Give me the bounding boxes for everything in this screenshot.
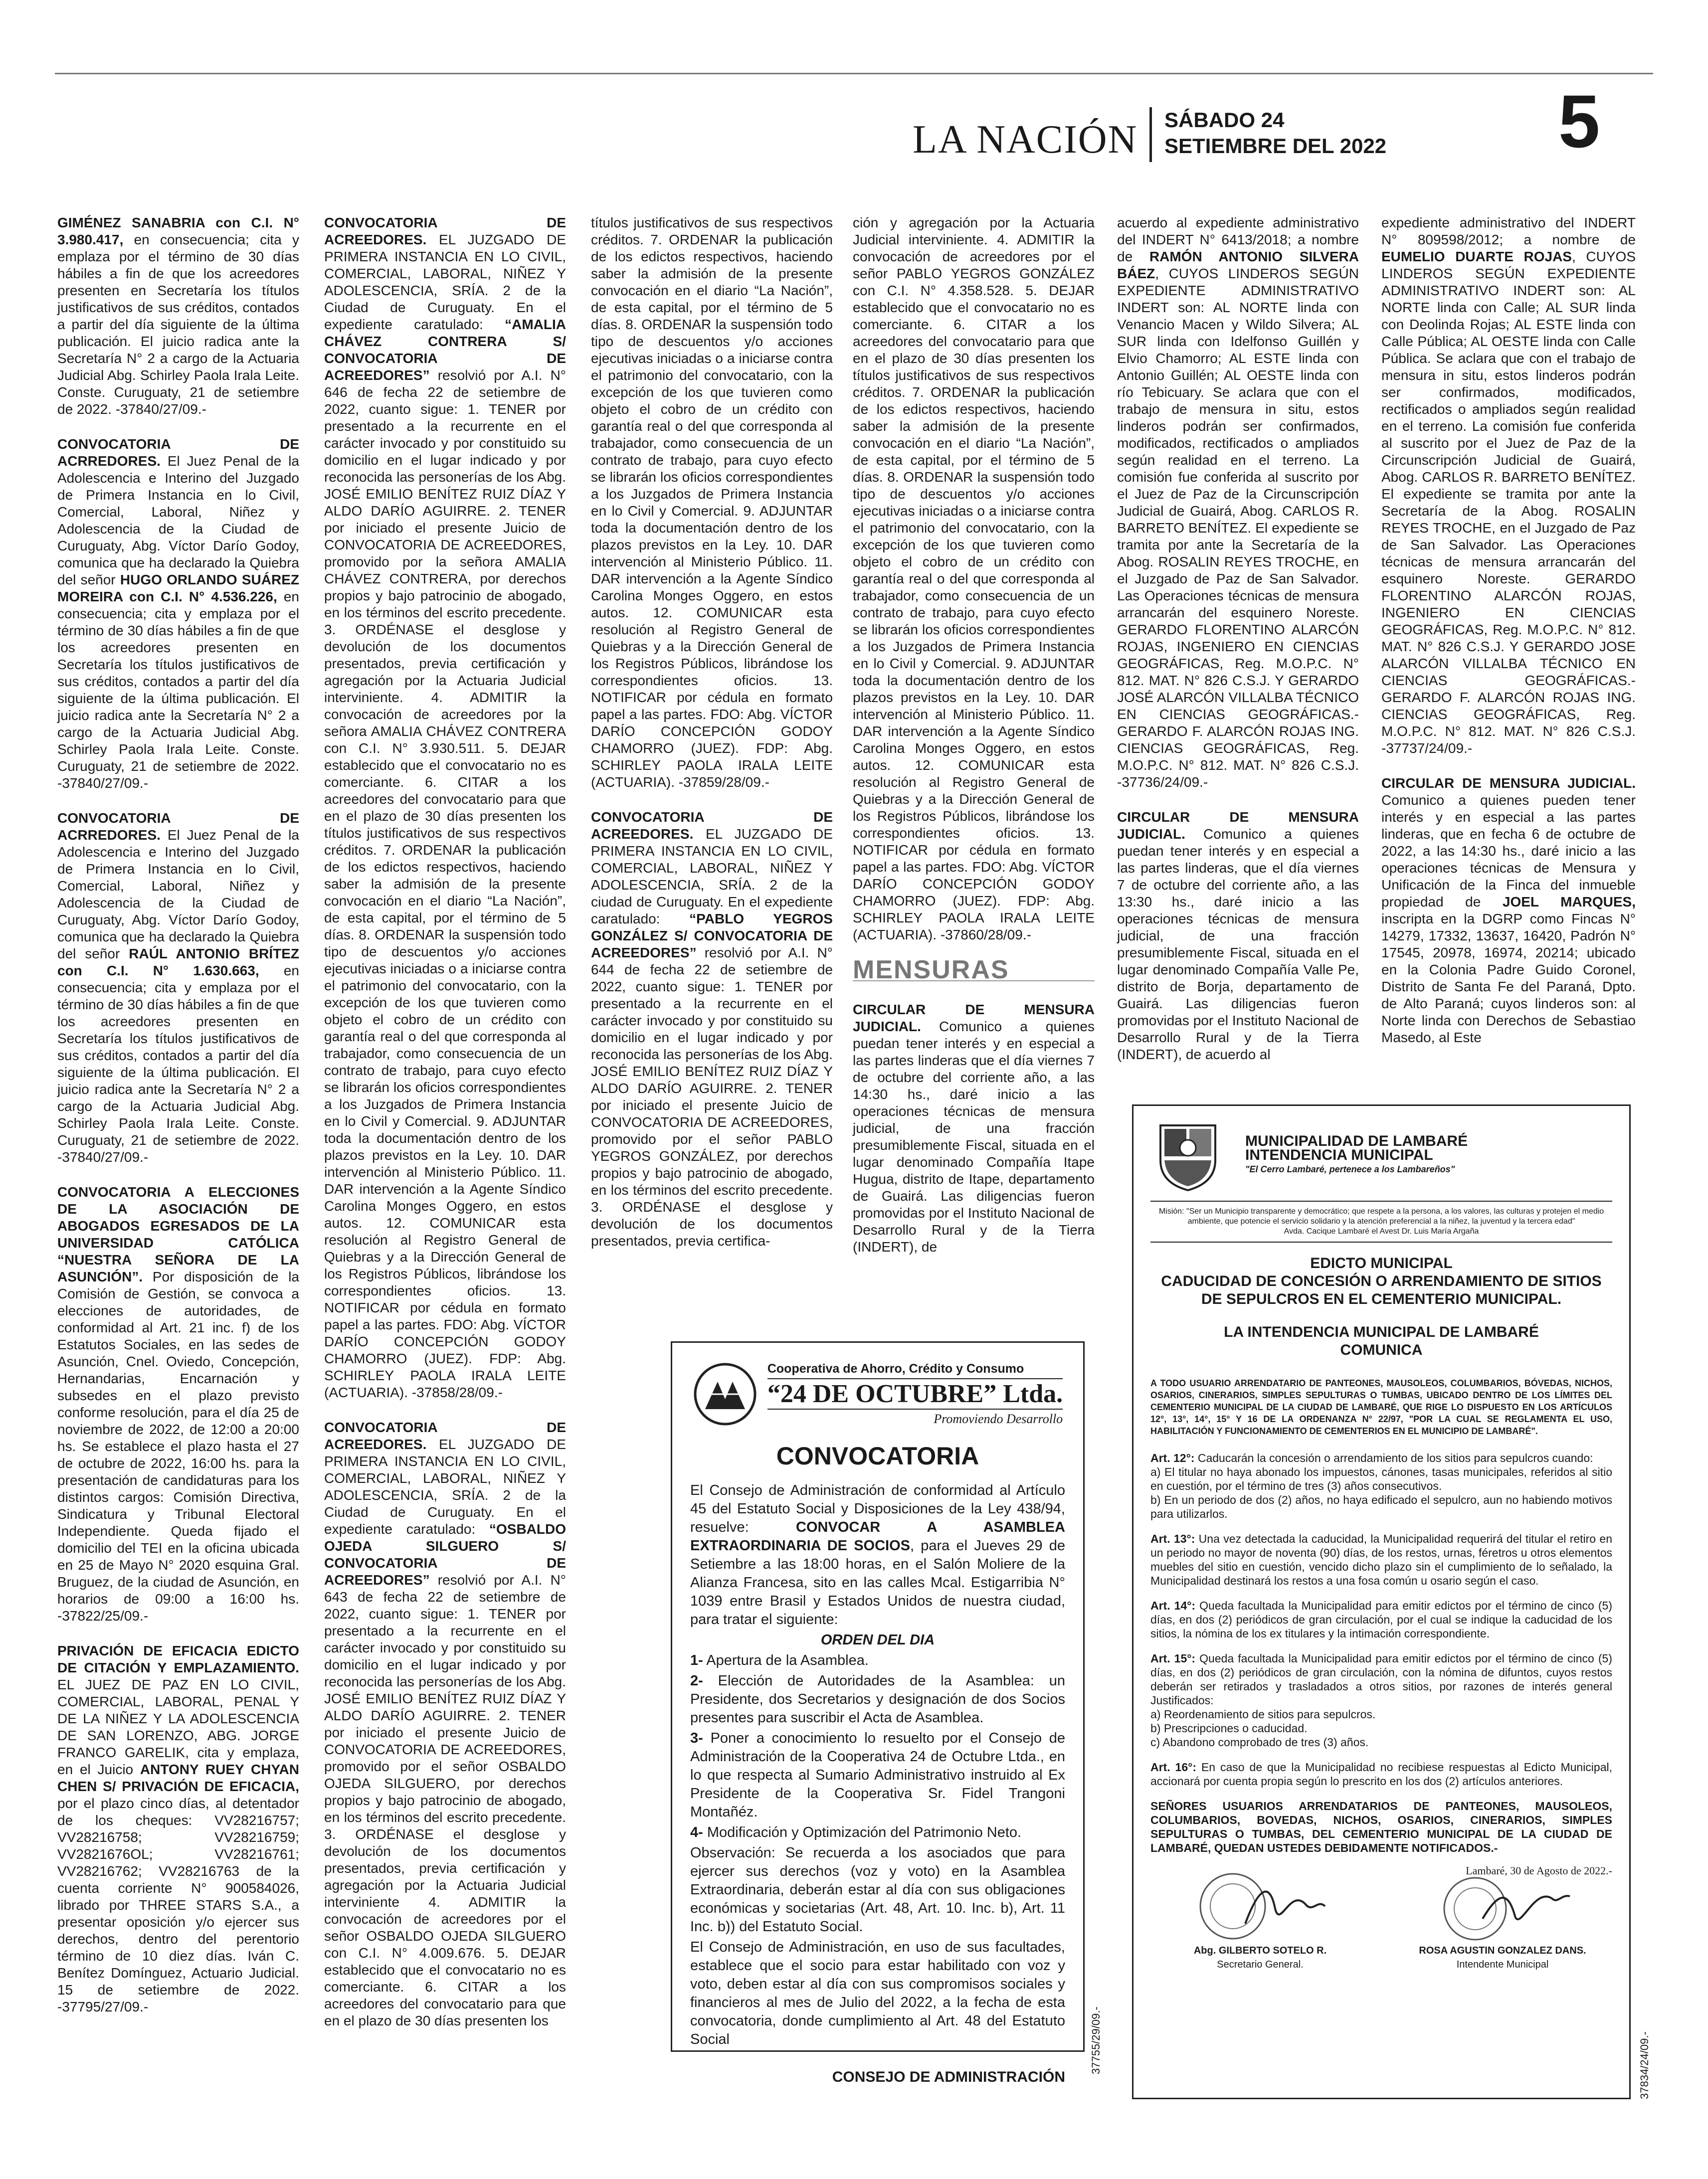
notice-ref: -37840/27/09.- bbox=[115, 401, 206, 417]
agenda-text: Apertura de la Asamblea. bbox=[703, 1652, 869, 1668]
notice-text: en consecuencia; cita y emplaza por el término de 30 días hábiles a fin de que los acreedores presenten en Secretaría los títulos justificativos de sus créditos, contados a partir del día siguiente de la última publicación. El juicio radica ante la Secretaría N° 2 a cargo de la Actuaria Judicial Abg. Schirley Paola Irala Leite. Conste. Curuguaty, 21 de setiembre de 2022. bbox=[57, 232, 299, 417]
agenda-text: Elección de Autoridades de la Asamblea: un Presidente, dos Secretarios y designación de dos Socios presentes para suscribir el Acta de Asamblea. bbox=[690, 1673, 1065, 1726]
article-text: Queda facultada la Municipalidad para emitir edictos por el término de cinco (5) días, en dos (2) periódicos de gran circulación, con la nómina de difuntos, cuyos restos deberán ser retirados y trasladados a otros sitios, por razones de interés general Justificados: a) Reordenamiento de sitios para sepulcros. b) Prescripciones o caducidad. c) Abandono comprobado de tres (3) años. bbox=[1150, 1652, 1612, 1749]
edict-article bbox=[1150, 1651, 1612, 1749]
notice-heading: CONVOCATORIA DE ACREEDORES. bbox=[324, 215, 566, 247]
agenda-number: 1- bbox=[690, 1652, 703, 1668]
edict-title-line: EDICTO MUNICIPAL bbox=[1310, 1255, 1453, 1271]
column-4 bbox=[853, 214, 1095, 1273]
notice-ref: -37737/24/09.- bbox=[1381, 740, 1473, 756]
signature-secretary bbox=[1150, 1869, 1370, 1972]
municipality-crest-icon bbox=[1150, 1118, 1225, 1193]
column-6 bbox=[1381, 214, 1636, 1064]
column-3 bbox=[591, 214, 833, 1268]
notice-text: por el plazo cinco días, al detentador de los cheques: VV28216757; VV28216758; VV28216759; VV2821676OL; VV28216761; VV28216762; VV2821676​3 de la cuenta corriente N° 900584026, librado por THREE STARS S.A., a presentar oposición y/o ejercer sus derechos, dentro del perentorio término de 10 diez días. Iván C. Benítez Domínguez, Actuario Judicial. 15 de setiembre de 2022. bbox=[57, 1796, 299, 1997]
edict-signatures bbox=[1150, 1864, 1612, 1972]
notice-ref: -37840/27/09.- bbox=[57, 1149, 149, 1165]
masthead-day: SÁBADO 24 bbox=[1164, 108, 1285, 132]
edict-final-notice: SEÑORES USUARIOS ARRENDATARIOS DE PANTEONES, MAUSOLEOS, COLUMBARIOS, BOVEDAS, NICHOS, OSARIOS, CINERARIOS, SIMPLES SEPULTURAS O TUMBAS, DEL CEMENTERIO MUNICIPAL DE LA CIUDAD DE LAMBARÉ, QUEDAN USTEDES DEBIDAMENTE NOTIFICADOS.- bbox=[1150, 1800, 1612, 1854]
article-label: Art. 15°: bbox=[1150, 1652, 1196, 1665]
article-label: Art. 13°: bbox=[1150, 1532, 1195, 1545]
cooperative-logo bbox=[690, 1362, 1065, 1427]
notice-text: , CUYOS LINDEROS SEGÚN EXPEDIENTE ADMINISTRATIVO INDERT son: AL NORTE linda con Venancio Macen y Wildo Silvera; AL SUR linda con Idelfonso Guillén y Elvio Chamorro; AL ESTE linda con Antonio Guillén; AL OESTE linda con río Tebicuary. Se aclara que con el trabajo de mensura in situ, estos linderos podrán ser confirmados, modificados, rectificados o ampliados según realidad en el terreno. La comisión fue conferida al suscrito por el Juez de Paz de la Circunscripción Judicial de Guairá, Abog. CARLOS R. BARRETO BENÍTEZ. El expediente se tramita por ante la Secretaría de la Abog. ROSALIN REYES TROCHE, en el Juzgado de Paz de San Salvador. Las Operaciones técnicas de mensura arrancarán del esquinero Noreste. GERARDO FLORENTINO ALARCÓN ROJAS, INGENIERO EN CIENCIAS GEOGRÁFICAS, Reg. M.O.P.C. N° 812. MAT. N° 826 C.S.J. Y GERARDO JOSÉ ALARCÓN VILLALBA TÉCNICO EN CIENCIAS GEOGRÁFICAS.- GERARDO F. ALARCÓN ROJAS ING. CIENCIAS GEOGRÁFICAS, Reg. M.O.P.C. N° 812. MAT. N° 826 C.S.J. bbox=[1117, 266, 1359, 773]
notice-text: El Juez Penal de la Adolescencia e Interino del Juzgado de Primera Instancia en lo Civil, Comercial, Laboral, Niñez y Adolescencia de la Ciudad de Curuguaty, Abg. Víctor Darío Godoy, comunica que ha declarado la Quiebra del señor bbox=[57, 453, 299, 587]
seal-and-signature-icon bbox=[1428, 1869, 1577, 1944]
agenda-item bbox=[690, 1823, 1065, 1842]
edict-issuer bbox=[1150, 1323, 1612, 1359]
agenda-item bbox=[690, 1672, 1065, 1727]
column-1 bbox=[57, 214, 299, 2033]
article-label: Art. 14°: bbox=[1150, 1599, 1196, 1612]
notice bbox=[1117, 214, 1359, 791]
article-text: Caducarán la concesión o arrendamiento de los sitios para sepulcros cuando: a) El titular no haya abonado los impuestos, cánones, tasas municipales, referidos al sitio en cuestión, por el término de tres (3) años consecutivos. b) En un periodo de dos (2) años, no haya edificado el sepulcro, aun no habiendo motivos para utilizarlos. bbox=[1150, 1452, 1612, 1520]
edict-article bbox=[1150, 1599, 1612, 1640]
top-rule bbox=[55, 73, 1653, 74]
edict-issuer-line: LA INTENDENCIA MUNICIPAL DE LAMBARÉ bbox=[1224, 1324, 1539, 1340]
notice-text: en consecuencia; cita y emplaza por el término de 30 días hábiles a fin de que los acreedores presenten en Secretaría los títulos justificativos de sus créditos, contados a partir del día siguiente de la última publicación. El juicio radica ante la Secretaría N° 2 a cargo de la Actuaria Judicial Abg. Schirley Paola Irala Leite. Conste. Curuguaty, 21 de setiembre de 2022. bbox=[57, 963, 299, 1148]
notice bbox=[57, 810, 299, 1166]
agenda-number: 3- bbox=[690, 1730, 703, 1746]
convocatoria-observation: Observación: Se recuerda a los asociados que para ejercer sus derechos (voz y voto) en la Asamblea Extraordinaria, deberán estar al día con sus obligaciones económicas y societarias (Art. 48, Art. 10. Inc. b), Art. 11 Inc. b)) del Estatuto Social. bbox=[690, 1845, 1065, 1935]
article-label: Art. 12°: bbox=[1150, 1452, 1195, 1464]
notice-ref: -37860/28/09.- bbox=[940, 927, 1031, 942]
notice-text: EL JUZGADO DE PRIMERA INSTANCIA EN LO CIVIL, COMERCIAL, LABORAL, NIÑEZ Y ADOLESCENCIA, SRÍA. 2 de la ciudad de Curuguaty. En el expediente caratulado: bbox=[591, 826, 833, 926]
notice-heading: CONVOCATORIA DE ACRREDORES. bbox=[57, 436, 299, 469]
edict-article bbox=[1150, 1451, 1612, 1521]
agenda-text: Modificación y Optimización del Patrimonio Neto. bbox=[703, 1824, 1022, 1840]
secretary-name: Abg. GILBERTO SOTELO R. bbox=[1193, 1945, 1327, 1956]
notice-text: EL JUEZ DE PAZ EN LO CIVIL, COMERCIAL, LABORAL, PENAL Y DE LA NIÑEZ Y LA ADOLESCENCIA DE SAN LORENZO, ABG. JORGE FRANCO GARELIK, cita y emplaza, en el Juicio bbox=[57, 1677, 299, 1777]
notice-ref: -37858/28/09.- bbox=[411, 1385, 503, 1400]
notice-text: resolvió por A.I. N° 643 de fecha 22 de setiembre de 2022, cuanto sigue: 1. TENER por presentado a la recurrente en el carácter invocado y por constituido su domicilio en el lugar indicado y por reconocida las personerías de los Abg. JOSÉ EMILIO BENÍTEZ RUIZ DÍAZ Y ALDO DARÍO AGUIRRE. 2. TENER por iniciado el presente Juicio de CONVOCATORIA DE ACREEDORES, promovido por el señor OSBALDO OJEDA SILGUERO, por derechos propios y bajo patrocinio de abogado, en los términos del escrito precedente. 3. ORDÉNASE el desglose y devolución de los documentos presentados, previa certificación y agregación por la Actuaria Judicial interviniente 4. ADMITIR la convocación de acreedores por el señor OSBALDO OJEDA SILGUERO con C.I. N° 4.009.676. 5. DEJAR establecido que el convocatario no es comerciante. 6. CITAR a los acreedores del convocatario para que en el plazo de 30 días presenten los bbox=[324, 1572, 566, 2028]
notice bbox=[853, 214, 1095, 943]
notice bbox=[1117, 809, 1359, 1063]
notice bbox=[1381, 775, 1636, 1046]
municipality-address: Avda. Cacique Lambaré el Avest Dr. Luis María Argaña bbox=[1284, 1227, 1479, 1236]
cooperative-name: “24 DE OCTUBRE” Ltda. bbox=[767, 1380, 1063, 1408]
convocatoria-signature: CONSEJO DE ADMINISTRACIÓN bbox=[832, 2069, 1065, 2085]
notice-highlight: GIMÉNEZ SANABRIA con C.I. N° 3.980.417, bbox=[57, 215, 299, 247]
convocatoria-body bbox=[690, 1481, 1065, 2049]
notice bbox=[57, 214, 299, 418]
convocatoria-closing: El Consejo de Administración, en uso de sus facultades, establece que el socio para estar habilitado con voz y voto, deben estar al día con sus compromisos sociales y financieros al mes de Julio del 2022, a la fecha de esta convocatoria, donde cumplimiento al Art. 48 del Estatuto Social bbox=[690, 1939, 1065, 2047]
cooperative-emblem-icon bbox=[693, 1362, 758, 1427]
notice-text: resolvió por A.I. N° 644 de fecha 22 de setiembre de 2022, cuanto sigue: 1. TENER por presentado a la recurrente en el carácter invocado y por constituido su domicilio en el lugar indicado y por reconocida las personerías de los Abg. JOSÉ EMILIO BENÍTEZ RUIZ DÍAZ Y ALDO DARÍO AGUIRRE. 2. TENER por iniciado el presente Juicio de CONVOCATORIA DE ACREEDORES, promovido por el señor PABLO YEGROS GONZÁLEZ, por derechos propios y bajo patrocinio de abogado, en los términos del escrito precedente. 3. ORDÉNASE el desglose y devolución de los documentos presentados, previa certifica- bbox=[591, 945, 833, 1249]
notice-ref: -37736/24/09.- bbox=[1117, 774, 1208, 790]
edict-article bbox=[1150, 1532, 1612, 1588]
notice-heading: CONVOCATORIA DE ACREEDORES. bbox=[324, 1420, 566, 1452]
convocatoria-intro bbox=[690, 1481, 1065, 1629]
notice bbox=[591, 214, 833, 791]
notice-ref: -37859/28/09.- bbox=[678, 774, 769, 790]
notice bbox=[57, 1184, 299, 1625]
article-text: Queda facultada la Municipalidad para emitir edictos por el término de cinco (5) días, en dos (2) periódicos de gran circulación, por el cual se indique la caducidad de los sitios, la nómina de los ex titulares y la intimación correspondiente. bbox=[1150, 1599, 1612, 1640]
agenda-item bbox=[690, 1651, 1065, 1670]
mission-text: Misión: "Ser un Municipio transparente y democrático; que respete a la persona, a los valores, las culturas y protejen el medio ambiente, que potencie el servicio solidario y la atención preferencial a la niñez, la juventud y la tercera edad" bbox=[1158, 1207, 1604, 1226]
notice-text: EL JUZGADO DE PRIMERA INSTANCIA EN LO CIVIL, COMERCIAL, LABORAL, NIÑEZ Y ADOLESCENCIA, SRÍA. 2 de la Ciudad de Curuguaty. En el expediente caratulado: bbox=[324, 1437, 566, 1537]
agenda-item bbox=[690, 1729, 1065, 1821]
order-of-day-title: ORDEN DEL DIA bbox=[820, 1632, 935, 1648]
intro-highlight: CONVOCAR A ASAMBLEA EXTRAORDINARIA DE SOCIOS bbox=[690, 1519, 1065, 1554]
notice-text: Comunico a quienes puedan tener interés y en especial a las partes linderas, que el día viernes 7 de octubre del corriente año, a las 13:30 hs., daré inicio a las operaciones técnicas de mensura judicial, de una fracción presumiblemente Fiscal, situada en el lugar denominado Compañía Valle Pe, distrito de Borja, departamento de Guairá. Las diligencias fueron promovidas por el Instituto Nacional de Desarrollo Rural y de la Tierra (INDERT), de acuerdo al bbox=[1117, 826, 1359, 1062]
signature-mayor bbox=[1393, 1864, 1612, 1972]
notice-heading: CONVOCATORIA DE ACRREDORES. bbox=[57, 810, 299, 843]
notice-heading: CONVOCATORIA A ELECCIONES DE LA ASOCIACIÓN DE ABOGADOS EGRESADOS DE LA UNIVERSIDAD CATÓLICA “NUESTRA SEÑORA DE LA ASUNCIÓN”. bbox=[57, 1184, 299, 1284]
newspaper-logo: LA NACIÓN bbox=[913, 118, 1138, 162]
notice-text: inscripta en la DGRP como Fincas N° 14279, 17332, 13637, 16420, Padrón N° 17545, 20978, 16974, 20214; ubicado en la Colonia Padre Guido Coronel, Distrito de Santa Fe del Paraná, Dpto. de Alto Paraná; cuyos linderos son: al Norte linda con Derechos de Sebastiao Masedo, al Este bbox=[1381, 911, 1636, 1045]
agenda-number: 4- bbox=[690, 1824, 703, 1840]
notice bbox=[57, 1642, 299, 2015]
notice-text: , CUYOS LINDEROS SEGÚN EXPEDIENTE ADMINISTRATIVO INDERT son: AL NORTE linda con Calle; AL SUR linda con Deolinda Rojas; AL ESTE linda con Calle Pública; AL OESTE linda con Calle Pública. Se aclara que con el trabajo de mensura in situ, estos linderos podrán ser confirmados, modificados, rectificados o ampliados según realidad en el terreno. La comisión fue conferida al suscrito por el Juez de Paz de la Circunscripción Judicial de Guairá, Abog. CARLOS R. BARRETO BENÍTEZ. El expediente se tramita por ante la Secretaría de la Abog. ROSALIN REYES TROCHE, en el Juzgado de Paz de San Salvador. Las Operaciones técnicas de mensura arrancarán del esquinero Noreste. GERARDO FLORENTINO ALARCÓN ROJAS, INGENIERO EN CIENCIAS GEOGRÁFICAS, Reg. M.O.P.C. N° 812. MAT. N° 826 C.S.J. Y GERARDO JOSE ALARCÓN VILLALBA TÉCNICO EN CIENCIAS GEOGRÁFICAS.- GERARDO F. ALARCÓN ROJAS ING. CIENCIAS GEOGRÁFICAS, Reg. M.O.P.C. N° 812. MAT. N° 826 C.S.J. bbox=[1381, 249, 1636, 739]
cooperative-type: Cooperativa de Ahorro, Crédito y Consumo bbox=[767, 1362, 1063, 1379]
agenda-number: 2- bbox=[690, 1673, 703, 1689]
notice-highlight: RAMÓN ANTONIO SILVERA BÁEZ bbox=[1117, 249, 1359, 281]
masthead-separator bbox=[1149, 107, 1152, 162]
mayor-name: ROSA AGUSTIN GONZALEZ DANS. bbox=[1419, 1945, 1586, 1956]
cooperative-ad-ref: 37755/29/09.- bbox=[1090, 2006, 1102, 2074]
notice-text: títulos justificativos de sus respectivos créditos. 7. ORDENAR la publicación de los edictos respectivos, haciendo saber la admisión de la presente convocación en el diario “La Nación”, de esta capital, por el término de 5 días. 8. ORDENAR la suspensión todo tipo de descuentos y/o acciones ejecutivas iniciadas o a iniciarse contra el patrimonio del convocatario, con la excepción de los que tuvieren como objeto el cobro de un crédito con garantía real o del que corresponda al trabajador, como consecuencia de un contrato de trabajo, para cuyo efecto se librarán los oficios correspondientes a los Juzgados de Primera Instancia en lo Civil y Comercial. 9. ADJUNTAR toda la documentación dentro de los plazos previstos en la Ley. 10. DAR intervención al Ministerio Público. 11. DAR intervención a la Agente Síndico Carolina Monges Oggero, en estos autos. 12. COMUNICAR esta resolución al Registro General de Quiebras y a la Dirección General de los Registros Públicos, librándose los correspondientes oficios. 13. NOTIFICAR por cédula en formato papel a las partes. FDO: Abg. VÍCTOR DARÍO CONCEPCIÓN GODOY CHAMORRO (JUEZ). FDP: Abg. SCHIRLEY PAOLA IRALA LEITE (ACTUARIA). bbox=[591, 215, 833, 790]
edict-issuer-line: COMUNICA bbox=[1340, 1342, 1423, 1358]
notice bbox=[324, 1419, 566, 2029]
notice-heading: CIRCULAR DE MENSURA JUDICIAL. bbox=[1117, 809, 1359, 842]
notice bbox=[57, 436, 299, 792]
municipality-header bbox=[1150, 1118, 1612, 1193]
notice-text: Por disposición de la Comisión de Gestión, se convoca a elecciones de autoridades, de conformidad al Art. 21 inc. f) de los Estatutos Sociales, en las sedes de Asunción, Cnel. Oviedo, Concepción, Hernandarias, Encarnación y subsedes en el plazo previsto conforme resolución, para el día 25 de noviembre de 2022, de 12:00 a 20:00 hs. Se establece el plazo hasta el 27 de octubre de 2022, 16:00 hs. para la presentación de candidaturas para los distintos cargos: Comisión Directiva, Sindicatura y Tribunal Electoral Independiente. Queda fijado el domicilio del TEI en la oficina ubicada en 25 de Mayo N° 2020 esquina Gral. Bruguez, de la ciudad de Asunción, en horarios de 09:00 a 16:00 hs. bbox=[57, 1269, 299, 1607]
notice-highlight: HUGO ORLANDO SUÁREZ MOREIRA con C.I. N° 4.536.226, bbox=[57, 572, 299, 604]
notice-highlight: “OSBALDO OJEDA SILGUERO S/ CONVOCATORIA DE ACREEDORES” bbox=[324, 1521, 566, 1588]
edict-title-line: CADUCIDAD DE CONCESIÓN O ARRENDAMIENTO DE SITIOS DE SEPULCROS EN EL CEMENTERIO MUNICIPAL. bbox=[1161, 1273, 1602, 1307]
intro-text: El Consejo de Administración de conformidad al Artículo 45 del Estatuto Social y Disposiciones de la Ley 438/94, resuelve: bbox=[690, 1482, 1065, 1535]
notice-highlight: RAÚL ANTONIO BRÍTEZ con C.I. N° 1.630.663, bbox=[57, 946, 300, 978]
municipality-mission bbox=[1150, 1201, 1612, 1243]
notice-highlight: ANTONY RUEY CHYAN CHEN S/ PRIVACIÓN DE EFICACIA, bbox=[57, 1762, 299, 1794]
notice-text: acuerdo al expediente administrativo del INDERT N° 6413/2018; a nombre de bbox=[1117, 215, 1359, 264]
article-text: Una vez detectada la caducidad, la Municipalidad requerirá del titular el retiro en un periodo no mayor de noventa (90) días, de los restos, urnas, féretros u otros elementos muebles del sitio en cuestión, vencido dicho plazo sin el cumplimiento de lo señalado, la Municipalidad destinará los restos a una fosa común u osario según el caso. bbox=[1150, 1532, 1612, 1587]
column-2 bbox=[324, 214, 566, 2047]
article-label: Art. 16°: bbox=[1150, 1761, 1196, 1774]
edict-title bbox=[1150, 1255, 1612, 1308]
notice-heading: CIRCULAR DE MENSURA JUDICIAL. bbox=[853, 1002, 1095, 1034]
article-text: En caso de que la Municipalidad no recibiese respuestas al Edicto Municipal, accionará por cuenta propia según lo prescrito en los dos (2) artículos anteriores. bbox=[1150, 1761, 1612, 1788]
cooperative-slogan: Promoviendo Desarrollo bbox=[767, 1409, 1063, 1427]
notice-text: resolvió por A.I. N° 646 de fecha 22 de setiembre de 2022, cuanto sigue: 1. TENER por presentado a la recurrente en el carácter invocado y por constituido su domicilio en el lugar indicado y por reconocida las personerías de los Abg. JOSÉ EMILIO BENÍTEZ RUIZ DÍAZ Y ALDO DARÍO AGUIRRE. 2. TENER por iniciado el presente Juicio de CONVOCATORIA DE ACREEDORES, promovido por la señora AMALIA CHÁVEZ CONTRERA, por derechos propios y bajo patrocinio de abogado, en los términos del escrito precedente. 3. ORDÉNASE el desglose y devolución de los documentos presentados, previa certificación y agregación por la Actuaria Judicial interviniente. 4. ADMITIR la convocación de acreedores por la señora AMALIA CHÁVEZ CONTRERA con C.I. N° 3.930.511. 5. DEJAR establecido que el convocatario no es comerciante. 6. CITAR a los acreedores del convocatario para que en el plazo de 30 días presenten los títulos justificativos de sus respectivos créditos. 7. ORDENAR la publicación de los edictos respectivos, haciendo saber la admisión de la presente convocación en el diario “La Nación”, de esta capital, por el término de 5 días. 8. ORDENAR la suspensión todo tipo de descuentos y/o acciones ejecutivas iniciadas o a iniciarse contra el patrimonio del convocatario, con la excepción de los que tuvieren como objeto el cobro de un crédito con garantía real o del que corresponda al trabajador, como consecuencia de un contrato de trabajo, para cuyo efecto se librarán los oficios correspondientes a los Juzgados de Primera Instancia en lo Civil y Comercial. 9. ADJUNTAR toda la documentación dentro de los plazos previstos en la Ley. 10. DAR intervención al Ministerio Público. 11. DAR intervención a la Agente Síndico Carolina Monges Oggero, en estos autos. 12. COMUNICAR esta resolución al Registro General de Quiebras y a la Dirección General de los Registros Públicos, librándose los correspondientes oficios. 13. NOTIFICAR por cédula en formato papel a las partes. FDO: Abg. VÍCTOR DARÍO CONCEPCIÓN GODOY CHAMORRO (JUEZ). FDP: Abg. SCHIRLEY PAOLA IRALA LEITE (ACTUARIA). bbox=[324, 367, 566, 1400]
cooperative-ad bbox=[671, 1341, 1085, 2085]
agenda-text: Poner a conocimiento lo resuelto por el Consejo de Administración de la Cooperativa 24 de Octubre Ltda., en lo que respecta al Sumario Administrativo instruido al Ex Presidente de la Cooperativa Sr. Fidel Trangoni Montañéz. bbox=[690, 1730, 1065, 1820]
notice-highlight: “PABLO YEGROS GONZÁLEZ S/ CONVOCATORIA DE ACREEDORES” bbox=[591, 911, 833, 960]
notice-ref: -37795/27/09.- bbox=[57, 1999, 149, 2014]
notice-heading: PRIVACIÓN DE EFICACIA EDICTO DE CITACIÓN Y EMPLAZAMIENTO. bbox=[57, 1643, 299, 1675]
convocatoria-title: CONVOCATORIA bbox=[776, 1442, 979, 1470]
notice-text: Comunico a quienes pueden tener interés y en especial a las partes linderas, que en fecha 6 de octubre de 2022, a las 14:30 hs., daré inicio a las operaciones técnicas de Mensura y Unificación de la Finca del inmueble propiedad de bbox=[1381, 792, 1636, 909]
notice-text: Comunico a quienes puedan tener interés y en especial a las partes linderas que el día viernes 7 de octubre del corriente año, a las 14:30 hs., daré inicio a las operaciones técnicas de mensura judicial, de una fracción presumiblemente Fiscal, situada en el lugar denominado Compañía Itape Hugua, distrito de Itape, departamento de Guairá. Las diligencias fueron promovidas por el Instituto Nacional de Desarrollo Rural y de la Tierra (INDERT), de bbox=[853, 1019, 1095, 1255]
notice-highlight: JOEL MARQUES, bbox=[1502, 894, 1636, 909]
notice-ref: -37840/27/09.- bbox=[57, 775, 149, 791]
notice bbox=[324, 214, 566, 1401]
notice-heading: CONVOCATORIA DE ACREEDORES. bbox=[591, 809, 833, 842]
municipality-name: MUNICIPALIDAD DE LAMBARÉ bbox=[1245, 1133, 1468, 1149]
notice bbox=[853, 1001, 1095, 1256]
municipality-ad-ref: 37834/24/09.- bbox=[1638, 2031, 1651, 2099]
section-heading-mensuras: MENSURAS bbox=[853, 961, 1095, 981]
masthead-month: SETIEMBRE DEL 2022 bbox=[1164, 134, 1387, 158]
notice-highlight: “AMALIA CHÁVEZ CONTRERA S/ CONVOCATORIA DE ACREEDORES” bbox=[324, 317, 566, 383]
masthead-date bbox=[1164, 107, 1386, 159]
notice-text: EL JUZGADO DE PRIMERA INSTANCIA EN LO CIVIL, COMERCIAL, LABORAL, NIÑEZ Y ADOLESCENCIA, SRÍA. 2 de la Ciudad de Curuguaty. En el expediente caratulado: bbox=[324, 232, 566, 332]
seal-and-signature-icon bbox=[1185, 1869, 1335, 1944]
notice-highlight: EUMELIO DUARTE ROJAS bbox=[1381, 249, 1572, 264]
secretary-role: Secretario General. bbox=[1217, 1959, 1304, 1970]
notice bbox=[591, 809, 833, 1250]
edict-article bbox=[1150, 1760, 1612, 1788]
municipality-motto: "El Cerro Lambaré, pertenece a los Lambareños" bbox=[1245, 1164, 1455, 1174]
notice-ref: -37822/25/09.- bbox=[57, 1608, 149, 1624]
mayor-role: Intendente Municipal bbox=[1456, 1959, 1549, 1970]
page-number: 5 bbox=[1558, 79, 1600, 163]
municipality-subtitle: INTENDENCIA MUNICIPAL bbox=[1245, 1147, 1433, 1163]
intro-text: , para el Jueves 29 de Setiembre a las 18:00 horas, en el Salón Moliere de la Alianza Francesa, sito en las calles Mcal. Estigarribia N° 1039 entre Brasil y Estados Unidos de nuestra ciudad, para tratar el siguiente: bbox=[690, 1538, 1065, 1628]
notice bbox=[1381, 214, 1636, 757]
column-5 bbox=[1117, 214, 1359, 1081]
municipality-names bbox=[1245, 1134, 1468, 1176]
notice-text: El Juez Penal de la Adolescencia e Interino del Juzgado de Primera Instancia en lo Civil, Comercial, Laboral, Niñez y Adolescencia de la Ciudad de Curuguaty, Abg. Víctor Darío Godoy, comunica que ha declarado la Quiebra del señor bbox=[57, 827, 299, 961]
notice-heading: CIRCULAR DE MENSURA JUDICIAL. bbox=[1381, 775, 1636, 791]
notice-text: expediente administrativo del INDERT N° 809598/2012; a nombre de bbox=[1381, 215, 1636, 247]
notice-text: ción y agregación por la Actuaria Judicial interviniente. 4. ADMITIR la convocación de acreedores por el señor PABLO YEGROS GONZÁLEZ con C.I. N° 4.358.528. 5. DEJAR establecido que el convocatario no es comerciante. 6. CITAR a los acreedores del convocatario para que en el plazo de 30 días presenten los títulos justificativos de sus respectivos créditos. 7. ORDENAR la publicación de los edictos respectivos, haciendo saber la admisión de la presente convocación en el diario “La Nación”, de esta capital, por el término de 5 días. 8. ORDENAR la suspensión todo tipo de descuentos y/o acciones ejecutivas iniciadas o a iniciarse contra el patrimonio del convocatario, con la excepción de los que tuvieren como objeto el cobro de un crédito con garantía real o del que corresponda al trabajador, como consecuencia de un contrato de trabajo, para cuyo efecto se librarán los oficios correspondientes a los Juzgados de Primera Instancia en lo Civil y Comercial. 9. ADJUNTAR toda la documentación dentro de los plazos previstos en la Ley. 10. DAR intervención al Ministerio Público. 11. DAR intervención a la Agente Síndico Carolina Monges Oggero, en estos autos. 12. COMUNICAR esta resolución al Registro General de Quiebras y a la Dirección General de los Registros Públicos, librándose los correspondientes oficios. 13. NOTIFICAR por cédula en formato papel a las partes. FDO: Abg. VÍCTOR DARÍO CONCEPCIÓN GODOY CHAMORRO (JUEZ). FDP: Abg. SCHIRLEY PAOLA IRALA LEITE (ACTUARIA). bbox=[853, 215, 1095, 942]
municipality-ad bbox=[1132, 1104, 1631, 2099]
cooperative-name-block bbox=[767, 1362, 1063, 1427]
edict-date: Lambaré, 30 de Agosto de 2022.- bbox=[1466, 1864, 1612, 1877]
notice-text: en consecuencia; cita y emplaza por el término de 30 días hábiles a fin de que los acreedores presenten en Secretaría los títulos justificativos de sus créditos, contados a partir del día siguiente de la última publicación. El juicio radica ante la Secretaría N° 2 a cargo de la Actuaria Judicial Abg. Schirley Paola Irala Leite. Conste. Curuguaty, 21 de setiembre de 2022. bbox=[57, 589, 299, 774]
edict-intro: A TODO USUARIO ARRENDATARIO DE PANTEONES, MAUSOLEOS, COLUMBARIOS, BÓVEDAS, NICHOS, OSARIOS, CINERARIOS, SIMPLES SEPULTURAS O TUMBAS, UBICADO DENTRO DE LOS LÍMITES DEL CEMENTERIO MUNICIPAL DE LA CIUDAD DE LAMBARÉ, QUE RIGE LO DISPUESTO EN LOS ARTÍCULOS 12°, 13°, 14°, 15° Y 16 DE LA ORDENANZA N° 22/97, "POR LA CUAL SE REGLAMENTA EL USO, HABILITACIÓN Y FUNCIONAMIENTO DE CEMENTERIOS EN EL MUNICIPIO DE LAMBARÉ". bbox=[1150, 1378, 1612, 1436]
